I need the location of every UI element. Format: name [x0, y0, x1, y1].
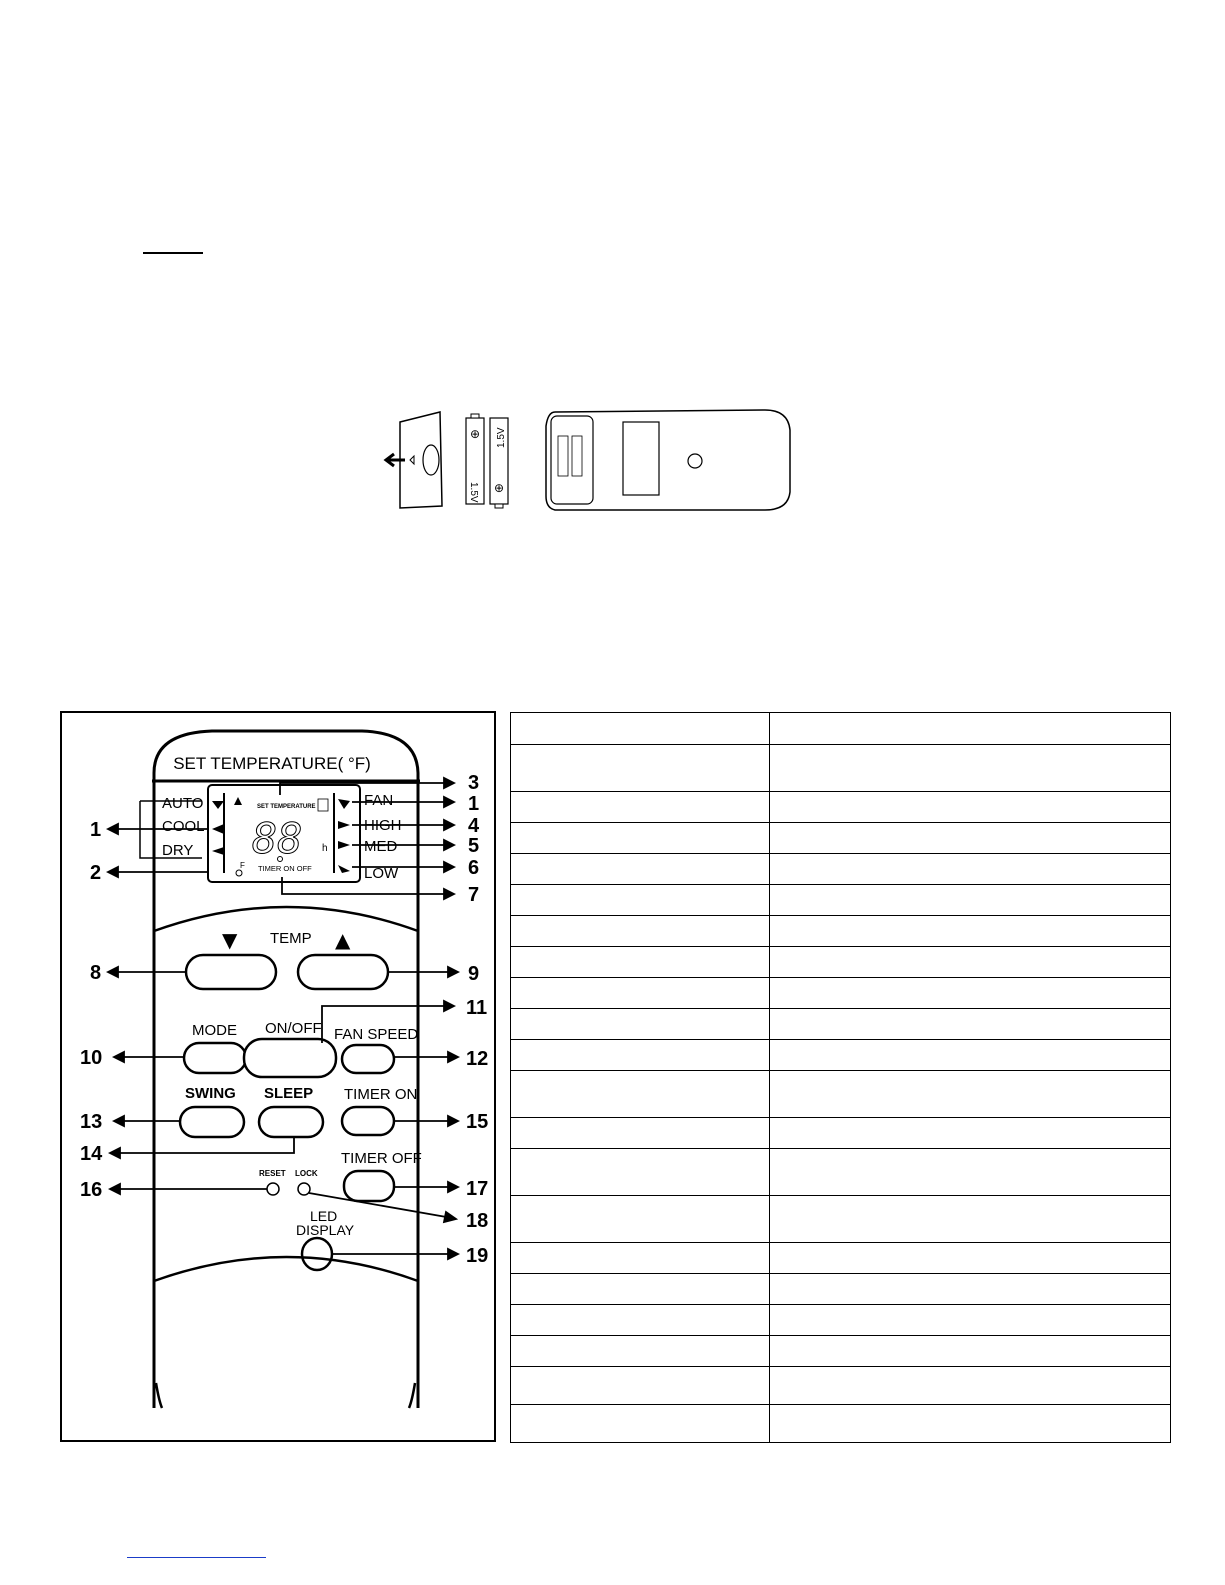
led-display-label-2: DISPLAY	[296, 1222, 355, 1238]
table-row	[511, 823, 1171, 854]
lcd-digits: 88	[252, 814, 303, 863]
fan-high: HIGH	[364, 817, 402, 834]
fan-low: LOW	[364, 865, 399, 882]
callout-14: 14	[80, 1143, 103, 1165]
button-function-table	[510, 712, 1171, 1443]
callout-7: 7	[468, 884, 480, 906]
table-row	[511, 1367, 1171, 1405]
reset-label: RESET	[259, 1169, 286, 1178]
mode-button[interactable]	[184, 1043, 246, 1073]
lock-button[interactable]	[298, 1183, 310, 1195]
lcd-timer-label: TIMER ON OFF	[258, 864, 312, 873]
lcd-hour-unit: h	[322, 843, 328, 854]
battery-1-label: 1.5V	[468, 482, 479, 503]
callout-4: 4	[468, 815, 480, 837]
timer-off-button[interactable]	[344, 1171, 394, 1201]
timer-off-label: TIMER OFF	[341, 1150, 422, 1167]
callout-1-left: 1	[90, 819, 102, 841]
table-row	[511, 1274, 1171, 1305]
table-row	[511, 1040, 1171, 1071]
table-row	[511, 745, 1171, 792]
callout-3: 3	[468, 772, 480, 794]
temp-down-button[interactable]	[186, 955, 276, 989]
temp-up-button[interactable]	[298, 955, 388, 989]
table-row	[511, 978, 1171, 1009]
temp-label: TEMP	[270, 930, 312, 947]
table-row	[511, 1071, 1171, 1118]
temp-panel	[154, 907, 418, 931]
timer-on-label: TIMER ON	[344, 1086, 418, 1103]
remote-title: SET TEMPERATURE( °F)	[173, 754, 371, 773]
battery-2-label: 1.5V	[496, 427, 507, 448]
table-row	[511, 713, 1171, 745]
callout-16: 16	[80, 1179, 103, 1201]
led-display-button[interactable]	[302, 1238, 332, 1270]
table-row	[511, 1243, 1171, 1274]
sleep-button[interactable]	[259, 1107, 323, 1137]
fan-speed-label: FAN SPEED	[334, 1026, 419, 1043]
table-row	[511, 1196, 1171, 1243]
timer-on-button[interactable]	[342, 1107, 394, 1135]
label-window	[623, 422, 659, 495]
mode-cool: COOL	[162, 818, 205, 835]
table-row	[511, 1405, 1171, 1443]
table-row	[511, 792, 1171, 823]
led-display-label-1: LED	[310, 1208, 338, 1224]
svg-text:⊕: ⊕	[469, 427, 481, 441]
remote-lower-panel	[154, 1257, 418, 1281]
callout-2: 2	[90, 862, 102, 884]
mode-dry: DRY	[162, 842, 194, 859]
table-row	[511, 1118, 1171, 1149]
table-row	[511, 947, 1171, 978]
sleep-label: SLEEP	[264, 1085, 314, 1102]
table-row	[511, 885, 1171, 916]
table-row	[511, 1336, 1171, 1367]
fan-label: FAN	[364, 792, 394, 809]
temp-down-arrow: ▼	[222, 928, 238, 952]
reset-button[interactable]	[267, 1183, 279, 1195]
callout-18: 18	[466, 1210, 489, 1232]
swing-label: SWING	[185, 1085, 236, 1102]
screw-hole	[688, 454, 702, 468]
heading-underline-mark	[143, 252, 203, 254]
callout-19: 19	[466, 1245, 489, 1267]
callout-13: 13	[80, 1111, 103, 1133]
callout-10: 10	[80, 1047, 103, 1069]
table-row	[511, 1305, 1171, 1336]
callout-9: 9	[468, 963, 480, 985]
cover-latch	[423, 445, 439, 475]
table-row	[511, 854, 1171, 885]
callout-8: 8	[90, 962, 102, 984]
remote-control-diagram	[62, 713, 496, 1442]
lock-label: LOCK	[295, 1169, 318, 1178]
table-row	[511, 1009, 1171, 1040]
footer-link-underline[interactable]	[127, 1557, 266, 1558]
remote-control-figure	[60, 711, 496, 1442]
battery-installation-figure	[370, 400, 800, 525]
callout-1-right: 1	[468, 793, 480, 815]
callout-5: 5	[468, 835, 480, 857]
callout-15: 15	[466, 1111, 489, 1133]
mode-label: MODE	[192, 1022, 237, 1039]
fan-speed-button[interactable]	[342, 1045, 394, 1073]
mode-auto: AUTO	[162, 795, 204, 812]
fan-med: MED	[364, 838, 398, 855]
on-off-label: ON/OFF	[265, 1020, 322, 1037]
swing-button[interactable]	[180, 1107, 244, 1137]
table-row	[511, 916, 1171, 947]
lcd-set-temperature-label: SET TEMPERATURE	[257, 804, 316, 810]
callout-12: 12	[466, 1048, 489, 1070]
callout-17: 17	[466, 1178, 489, 1200]
on-off-button[interactable]	[244, 1039, 336, 1077]
callout-11: 11	[466, 997, 488, 1019]
callout-6: 6	[468, 857, 480, 879]
table-row	[511, 1149, 1171, 1196]
temp-up-arrow: ▲	[335, 928, 351, 952]
svg-text:⊕: ⊕	[493, 481, 505, 495]
lcd-unit-f: F	[240, 861, 245, 870]
